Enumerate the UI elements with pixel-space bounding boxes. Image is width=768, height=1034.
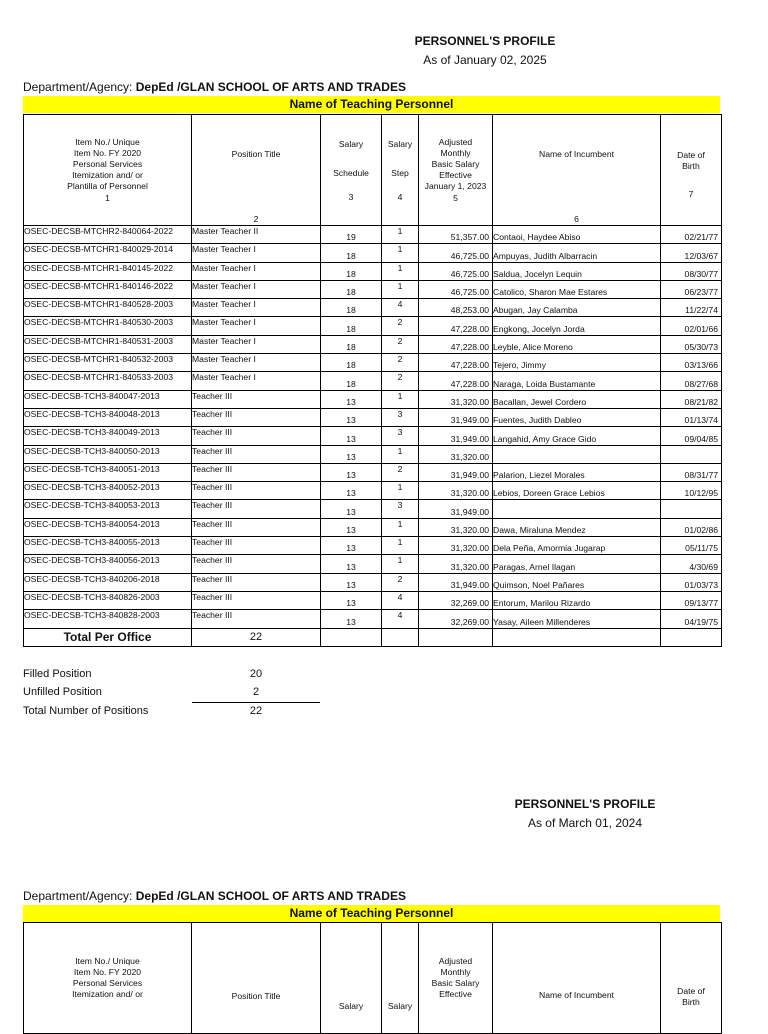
salary-step-cell: 2 — [382, 463, 419, 481]
incumbent-cell: Dela Peña, Amormia Jugarap — [493, 537, 661, 555]
salary-step-cell: 1 — [382, 482, 419, 500]
position-cell: Teacher III — [192, 537, 321, 555]
salary-step-cell: 1 — [382, 445, 419, 463]
salary-cell: 47,228.00 — [419, 317, 493, 335]
table-row — [24, 335, 722, 353]
salary-cell: 31,949.00 — [419, 500, 493, 518]
incumbent-cell: Quimson, Noel Pañares — [493, 573, 661, 591]
salary-cell: 48,253.00 — [419, 299, 493, 317]
incumbent-cell: Bacallan, Jewel Cordero — [493, 390, 661, 408]
dob-cell: 09/13/77 — [661, 591, 722, 609]
salary-step-cell: 1 — [382, 390, 419, 408]
item-no-cell: OSEC-DECSB-TCH3-840048-2013 — [24, 408, 192, 426]
dob-cell: 01/02/86 — [661, 518, 722, 536]
unfilled-label: Unfilled Position — [23, 686, 102, 698]
personnel-table — [23, 114, 722, 647]
incumbent-cell: Saldua, Jocelyn Lequin — [493, 262, 661, 280]
dob-cell: 08/21/82 — [661, 390, 722, 408]
dob-cell: 06/23/77 — [661, 280, 722, 298]
header-position: Position Title — [192, 923, 321, 1034]
dept-label: Department/Agency: — [23, 80, 133, 94]
salary-cell: 31,320.00 — [419, 518, 493, 536]
total-positions-value: 22 — [249, 705, 263, 717]
dob-cell: 09/04/85 — [661, 427, 722, 445]
salary-schedule-cell: 13 — [321, 390, 382, 408]
dob-cell — [661, 500, 722, 518]
header-incumbent: Name of Incumbent 6 — [493, 115, 661, 226]
salary-schedule-cell: 13 — [321, 427, 382, 445]
report1-title: PERSONNEL'S PROFILE — [414, 34, 556, 48]
position-cell: Teacher III — [192, 390, 321, 408]
salary-step-cell: 2 — [382, 335, 419, 353]
position-cell: Master Teacher I — [192, 372, 321, 390]
salary-cell: 47,228.00 — [419, 372, 493, 390]
table-row — [24, 463, 722, 481]
salary-schedule-cell: 18 — [321, 335, 382, 353]
position-cell: Master Teacher I — [192, 317, 321, 335]
salary-schedule-cell: 13 — [321, 610, 382, 628]
header-step: Salary — [382, 923, 419, 1034]
table-row — [24, 591, 722, 609]
position-cell: Master Teacher II — [192, 226, 321, 244]
item-no-cell: OSEC-DECSB-TCH3-840053-2013 — [24, 500, 192, 518]
item-no-cell: OSEC-DECSB-MTCHR1-840530-2003 — [24, 317, 192, 335]
position-cell: Teacher III — [192, 463, 321, 481]
salary-step-cell: 4 — [382, 610, 419, 628]
salary-schedule-cell: 18 — [321, 299, 382, 317]
position-cell: Master Teacher I — [192, 244, 321, 262]
header-dob: Date of Birth — [661, 923, 722, 1034]
table-row — [24, 372, 722, 390]
table-row — [24, 573, 722, 591]
table-row — [24, 354, 722, 372]
dob-cell — [661, 445, 722, 463]
position-cell: Master Teacher I — [192, 335, 321, 353]
position-cell: Teacher III — [192, 482, 321, 500]
salary-cell: 31,949.00 — [419, 573, 493, 591]
header-incumbent: Name of Incumbent — [493, 923, 661, 1034]
item-no-cell: OSEC-DECSB-MTCHR1-840531-2003 — [24, 335, 192, 353]
salary-schedule-cell: 18 — [321, 262, 382, 280]
salary-schedule-cell: 13 — [321, 518, 382, 536]
salary-step-cell: 1 — [382, 262, 419, 280]
table-row — [24, 445, 722, 463]
position-cell: Teacher III — [192, 518, 321, 536]
incumbent-cell: Contaoi, Haydee Abiso — [493, 226, 661, 244]
salary-cell: 31,320.00 — [419, 445, 493, 463]
table-row — [24, 537, 722, 555]
table-row — [24, 482, 722, 500]
table-row — [24, 262, 722, 280]
salary-schedule-cell: 13 — [321, 500, 382, 518]
dob-cell: 08/30/77 — [661, 262, 722, 280]
salary-step-cell: 2 — [382, 573, 419, 591]
item-no-cell: OSEC-DECSB-MTCHR1-840145-2022 — [24, 262, 192, 280]
salary-step-cell: 2 — [382, 372, 419, 390]
incumbent-cell — [493, 500, 661, 518]
table-row — [24, 280, 722, 298]
item-no-cell: OSEC-DECSB-MTCHR1-840528-2003 — [24, 299, 192, 317]
report2-title: PERSONNEL'S PROFILE — [514, 797, 656, 811]
incumbent-cell: Yasay, Aileen Millenderes — [493, 610, 661, 628]
header-item-no: Item No./ Unique Item No. FY 2020 Personal Services Itemization and/ or — [24, 923, 192, 1034]
incumbent-cell: Dawa, Miraluna Mendez — [493, 518, 661, 536]
report1-as-of: As of January 02, 2025 — [423, 53, 547, 67]
salary-schedule-cell: 19 — [321, 226, 382, 244]
header-salary-schedule: Salary Schedule 3 — [321, 115, 382, 226]
summary-divider — [192, 702, 320, 703]
incumbent-cell: Naraga, Loida Bustamante — [493, 372, 661, 390]
item-no-cell: OSEC-DECSB-TCH3-840056-2013 — [24, 555, 192, 573]
position-cell: Teacher III — [192, 591, 321, 609]
salary-cell: 31,320.00 — [419, 482, 493, 500]
salary-cell: 31,949.00 — [419, 427, 493, 445]
table-row — [24, 299, 722, 317]
incumbent-cell: Fuentes, Judith Dableo — [493, 408, 661, 426]
dept-name: DepEd /GLAN SCHOOL OF ARTS AND TRADES — [135, 80, 406, 94]
header-salary-step: Salary Step 4 — [382, 115, 419, 226]
table-row — [24, 390, 722, 408]
incumbent-cell: Engkong, Jocelyn Jorda — [493, 317, 661, 335]
salary-step-cell: 2 — [382, 354, 419, 372]
report2-dept — [23, 889, 406, 903]
salary-step-cell: 1 — [382, 226, 419, 244]
salary-cell: 47,228.00 — [419, 335, 493, 353]
salary-step-cell: 1 — [382, 555, 419, 573]
total-value: 22 — [192, 628, 321, 646]
filled-value: 20 — [249, 668, 263, 680]
total-positions-label: Total Number of Positions — [23, 705, 149, 717]
dob-cell: 03/13/66 — [661, 354, 722, 372]
incumbent-cell: Palarion, Liezel Morales — [493, 463, 661, 481]
salary-cell: 51,357.00 — [419, 226, 493, 244]
salary-schedule-cell: 13 — [321, 482, 382, 500]
salary-schedule-cell: 18 — [321, 317, 382, 335]
salary-schedule-cell: 18 — [321, 354, 382, 372]
item-no-cell: OSEC-DECSB-TCH3-840206-2018 — [24, 573, 192, 591]
incumbent-cell: Paragas, Arnel Ilagan — [493, 555, 661, 573]
filled-label: Filled Position — [23, 668, 92, 680]
report2-as-of: As of March 01, 2024 — [527, 816, 643, 830]
salary-schedule-cell: 18 — [321, 280, 382, 298]
item-no-cell: OSEC-DECSB-TCH3-840050-2013 — [24, 445, 192, 463]
incumbent-cell: Leyble, Alice Moreno — [493, 335, 661, 353]
salary-schedule-cell: 13 — [321, 463, 382, 481]
dept-name: DepEd /GLAN SCHOOL OF ARTS AND TRADES — [135, 889, 406, 903]
table-row — [24, 317, 722, 335]
item-no-cell: OSEC-DECSB-MTCHR1-840029-2014 — [24, 244, 192, 262]
item-no-cell: OSEC-DECSB-TCH3-840054-2013 — [24, 518, 192, 536]
item-no-cell: OSEC-DECSB-TCH3-840049-2013 — [24, 427, 192, 445]
header-adjusted-salary: Adjusted Monthly Basic Salary Effective — [419, 923, 493, 1034]
incumbent-cell: Langahid, Amy Grace Gido — [493, 427, 661, 445]
salary-cell: 31,320.00 — [419, 555, 493, 573]
unfilled-value: 2 — [252, 686, 260, 698]
salary-schedule-cell: 18 — [321, 244, 382, 262]
table-row — [24, 427, 722, 445]
salary-schedule-cell: 13 — [321, 573, 382, 591]
personnel-table-2 — [23, 922, 722, 1034]
salary-schedule-cell: 13 — [321, 445, 382, 463]
incumbent-cell: Lebios, Doreen Grace Lebios — [493, 482, 661, 500]
header-adjusted-salary: Adjusted Monthly Basic Salary Effective January 1, 2023 5 — [419, 115, 493, 226]
incumbent-cell: Entorum, Marilou Rizardo — [493, 591, 661, 609]
salary-cell: 31,949.00 — [419, 463, 493, 481]
section-bar: Name of Teaching Personnel — [23, 96, 720, 113]
position-cell: Teacher III — [192, 408, 321, 426]
salary-cell: 47,228.00 — [419, 354, 493, 372]
position-cell: Teacher III — [192, 610, 321, 628]
incumbent-cell: Abugan, Jay Calamba — [493, 299, 661, 317]
dob-cell: 04/19/75 — [661, 610, 722, 628]
dob-cell: 12/03/67 — [661, 244, 722, 262]
header-item-no: Item No./ Unique Item No. FY 2020 Personal Services Itemization and/ or Plantilla of Personnel 1 — [24, 115, 192, 226]
salary-cell: 31,949.00 — [419, 408, 493, 426]
salary-schedule-cell: 13 — [321, 591, 382, 609]
salary-cell: 46,725.00 — [419, 280, 493, 298]
salary-step-cell: 3 — [382, 427, 419, 445]
item-no-cell: OSEC-DECSB-TCH3-840047-2013 — [24, 390, 192, 408]
salary-schedule-cell: 13 — [321, 408, 382, 426]
report1-dept — [23, 80, 406, 94]
item-no-cell: OSEC-DECSB-TCH3-840826-2003 — [24, 591, 192, 609]
dob-cell: 05/30/73 — [661, 335, 722, 353]
header-row-2 — [24, 923, 722, 1034]
table-row — [24, 610, 722, 628]
position-cell: Teacher III — [192, 573, 321, 591]
salary-step-cell: 4 — [382, 299, 419, 317]
salary-step-cell: 4 — [382, 591, 419, 609]
header-position: Position Title 2 — [192, 115, 321, 226]
salary-step-cell: 2 — [382, 317, 419, 335]
item-no-cell: OSEC-DECSB-TCH3-840052-2013 — [24, 482, 192, 500]
salary-cell: 46,725.00 — [419, 244, 493, 262]
item-no-cell: OSEC-DECSB-TCH3-840055-2013 — [24, 537, 192, 555]
salary-step-cell: 1 — [382, 280, 419, 298]
salary-step-cell: 1 — [382, 244, 419, 262]
section-bar-2: Name of Teaching Personnel — [23, 905, 720, 922]
salary-cell: 46,725.00 — [419, 262, 493, 280]
position-cell: Teacher III — [192, 500, 321, 518]
salary-cell: 32,269.00 — [419, 610, 493, 628]
header-row — [24, 115, 722, 226]
table-row — [24, 500, 722, 518]
salary-step-cell: 3 — [382, 500, 419, 518]
incumbent-cell: Tejero, Jimmy — [493, 354, 661, 372]
dob-cell: 11/22/74 — [661, 299, 722, 317]
item-no-cell: OSEC-DECSB-TCH3-840828-2003 — [24, 610, 192, 628]
item-no-cell: OSEC-DECSB-MTCHR1-840146-2022 — [24, 280, 192, 298]
dob-cell: 08/31/77 — [661, 463, 722, 481]
salary-cell: 32,269.00 — [419, 591, 493, 609]
header-dob: Date of Birth 7 — [661, 115, 722, 226]
position-cell: Teacher III — [192, 427, 321, 445]
dob-cell: 01/13/74 — [661, 408, 722, 426]
item-no-cell: OSEC-DECSB-MTCHR1-840533-2003 — [24, 372, 192, 390]
table-row — [24, 226, 722, 244]
salary-schedule-cell: 13 — [321, 555, 382, 573]
table-row — [24, 518, 722, 536]
position-cell: Teacher III — [192, 445, 321, 463]
dob-cell: 01/03/73 — [661, 573, 722, 591]
salary-schedule-cell: 18 — [321, 372, 382, 390]
dept-label: Department/Agency: — [23, 889, 133, 903]
salary-schedule-cell: 13 — [321, 537, 382, 555]
salary-step-cell: 1 — [382, 537, 419, 555]
dob-cell: 02/21/77 — [661, 226, 722, 244]
dob-cell: 4/30/69 — [661, 555, 722, 573]
dob-cell: 05/11/75 — [661, 537, 722, 555]
position-cell: Master Teacher I — [192, 280, 321, 298]
position-cell: Teacher III — [192, 555, 321, 573]
table-row — [24, 408, 722, 426]
dob-cell: 10/12/95 — [661, 482, 722, 500]
table-row — [24, 244, 722, 262]
item-no-cell: OSEC-DECSB-MTCHR1-840532-2003 — [24, 354, 192, 372]
salary-cell: 31,320.00 — [419, 537, 493, 555]
dob-cell: 08/27/68 — [661, 372, 722, 390]
salary-step-cell: 3 — [382, 408, 419, 426]
item-no-cell: OSEC-DECSB-MTCHR2-840064-2022 — [24, 226, 192, 244]
salary-cell: 31,320.00 — [419, 390, 493, 408]
dob-cell: 02/01/66 — [661, 317, 722, 335]
incumbent-cell: Catolico, Sharon Mae Estares — [493, 280, 661, 298]
incumbent-cell — [493, 445, 661, 463]
position-cell: Master Teacher I — [192, 354, 321, 372]
position-cell: Master Teacher I — [192, 299, 321, 317]
total-row — [24, 628, 722, 646]
total-label: Total Per Office — [24, 628, 192, 646]
incumbent-cell: Ampuyas, Judith Albarracin — [493, 244, 661, 262]
item-no-cell: OSEC-DECSB-TCH3-840051-2013 — [24, 463, 192, 481]
position-cell: Master Teacher I — [192, 262, 321, 280]
table-row — [24, 555, 722, 573]
salary-step-cell: 1 — [382, 518, 419, 536]
header-salary: Salary — [321, 923, 382, 1034]
